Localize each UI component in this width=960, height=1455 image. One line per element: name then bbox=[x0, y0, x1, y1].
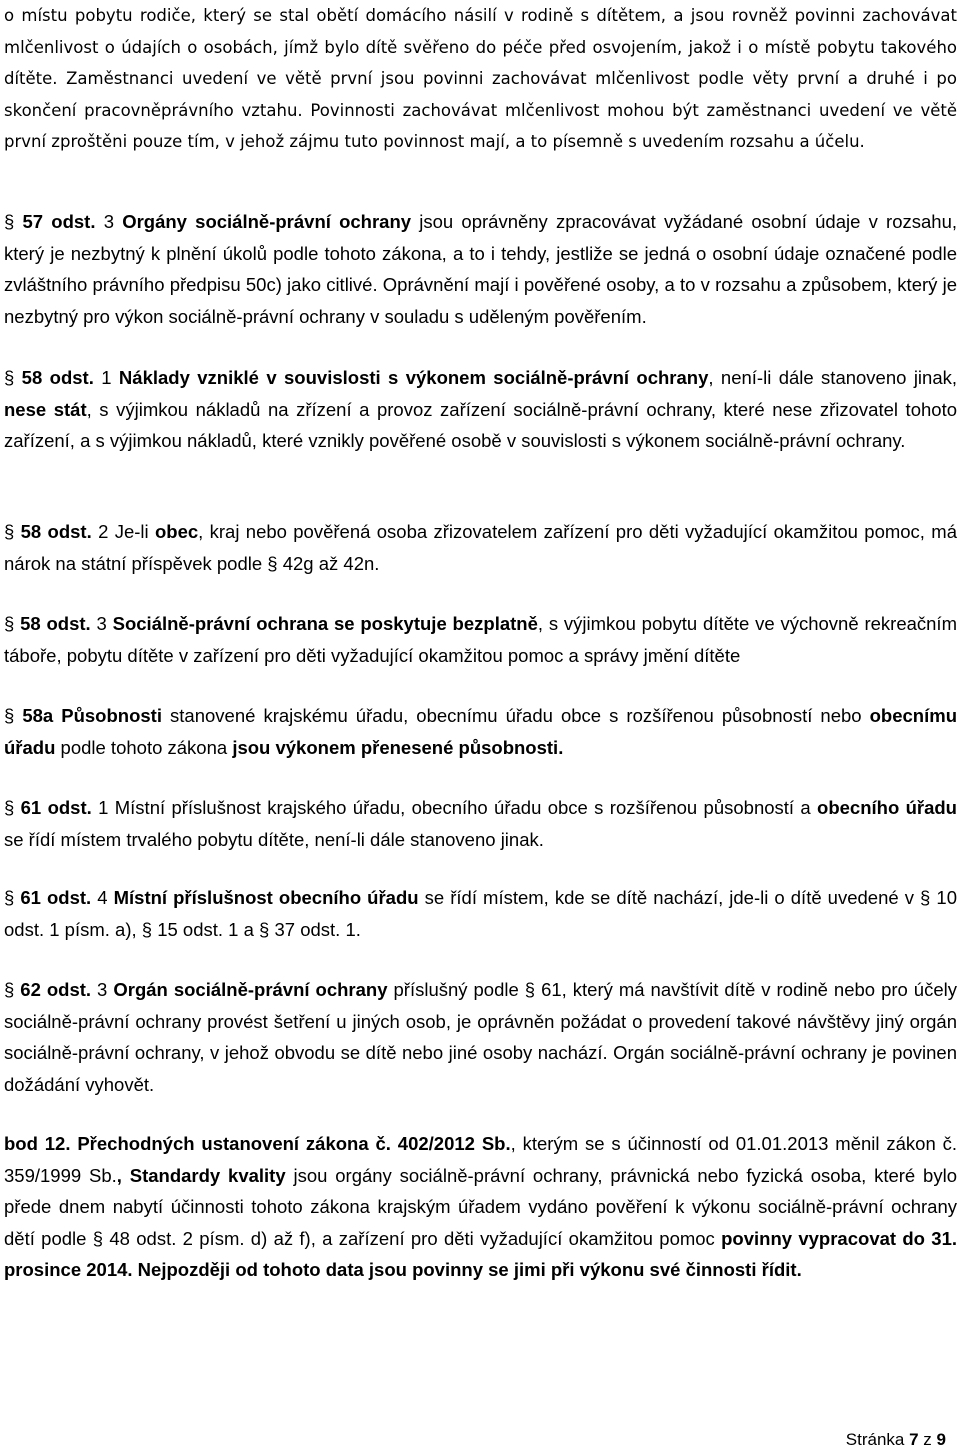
section-sign: § bbox=[92, 1227, 104, 1249]
section-reference: 58 odst. bbox=[14, 613, 91, 634]
section-sign: § bbox=[4, 521, 15, 542]
section-sign: § bbox=[4, 367, 15, 388]
section-sign: § bbox=[4, 979, 15, 1000]
paragraph-section-58a bbox=[4, 700, 957, 763]
paragraph-section-61-4 bbox=[4, 882, 957, 945]
section-number: 2 bbox=[91, 521, 109, 542]
section-number: 3 bbox=[90, 613, 107, 634]
page-number-total: 9 bbox=[936, 1430, 946, 1449]
para-text: 10 odst. 1 písm. a), bbox=[4, 887, 957, 940]
para-text: stanovené krajskému úřadu, obecnímu úřadu obce s rozšířenou působností nebo bbox=[161, 705, 870, 726]
bold-text: obecního úřadu bbox=[817, 797, 957, 818]
para-text: Povinnosti zachovávat mlčenlivost mohou být zaměstnanci uvedení ve větě první zproštěni pouze tím, v jehož zájmu tuto povinnost mají, a to písemně s uvedením rozsahu a účelu. bbox=[4, 100, 957, 151]
section-sign: § bbox=[4, 797, 15, 818]
section-number: 3 bbox=[91, 979, 108, 1000]
page-separator: z bbox=[918, 1430, 937, 1449]
bold-text: Orgány sociálně-právní ochrany bbox=[113, 211, 412, 232]
bold-text: Orgán sociálně-právní ochrany bbox=[107, 979, 388, 1000]
para-text: příslušný podle bbox=[387, 979, 525, 1000]
para-text: jsou orgány sociálně-právní ochrany, právnická nebo fyzická osoba, které bylo přede dnem nabytí účinnosti tohoto zákona krajským úřadem vydáno pověření k výkonu sociálně-právní ochrany dětí podle bbox=[4, 1164, 957, 1249]
section-sign: § bbox=[920, 887, 931, 908]
section-number: 3 bbox=[95, 211, 114, 232]
bold-text: povinny bbox=[721, 1227, 793, 1249]
bold-text: Místní příslušnost obecního úřadu bbox=[107, 887, 419, 908]
section-sign: § bbox=[141, 918, 153, 940]
para-text: , s výjimkou pobytu dítěte ve výchovně rekreačním táboře, pobytu dítěte v zařízení pro děti vyžadující okamžitou pomoc a správy jmění dítěte bbox=[4, 613, 957, 666]
paragraph-section-61-1 bbox=[4, 792, 957, 855]
section-sign: § bbox=[259, 918, 270, 940]
para-text: podle tohoto zákona bbox=[55, 736, 233, 758]
section-reference: 61 odst. bbox=[14, 887, 92, 908]
para-text: 61, který má navštívit dítě v rodině nebo pro účely sociálně-právní ochrany provést šetření u jiných osob, je oprávněn požádat o provedení takové návštěvy jiný orgán sociálně-právní ochrany, v jehož obvodu se dítě nebo jiné osoby nachází. Orgán sociálně-právní ochrany je povinen dožádání vyhovět. bbox=[4, 979, 957, 1095]
bold-text: vypracovat do 31. prosince 2014. Nejpozději od tohoto data jsou povinny se jimi při výkonu své činnosti řídit. bbox=[4, 1227, 957, 1280]
para-text: 42g až 42n. bbox=[277, 552, 380, 574]
section-reference: 57 odst. bbox=[14, 211, 96, 232]
para-text: , kraj nebo pověřená osoba zřizovatelem zařízení pro děti vyžadující okamžitou pomoc, má nárok na státní příspěvek podle bbox=[4, 521, 957, 574]
bold-text: obec bbox=[154, 521, 199, 542]
para-text: 48 odst. 2 písm. d) až f), a zařízení pro děti vyžadující okamžitou pomoc bbox=[103, 1227, 722, 1249]
para-text: Zaměstnanci uvedení ve větě první jsou povinni zachovávat mlčenlivost podle věty první a druhé i po skončení pracovněprávního vztahu. bbox=[4, 69, 957, 120]
paragraph-section-58-1 bbox=[4, 362, 957, 457]
paragraph-section-58-2 bbox=[4, 516, 957, 579]
section-sign: § bbox=[4, 211, 15, 232]
para-text: Místní příslušnost krajského úřadu, obecního úřadu obce s rozšířenou působností a bbox=[108, 797, 818, 818]
section-reference: 58 odst. bbox=[14, 521, 92, 542]
paragraph-section-57-3 bbox=[4, 206, 957, 332]
para-text: 37 odst. 1. bbox=[269, 918, 361, 940]
bold-text: 58a Působnosti bbox=[14, 705, 162, 726]
section-sign: § bbox=[4, 613, 15, 634]
bold-text: , Standardy kvality bbox=[116, 1164, 286, 1186]
para-text: o místu pobytu rodiče, který se stal obětí domácího násilí v rodině s dítětem, a jsou rovněž povinni zachovávat mlčenlivost o údajích o osobách, jímž bylo dítě svěřeno do péče před osvojením, jakož i o místě pobytu takového dítěte. bbox=[4, 6, 957, 88]
section-number: 1 bbox=[91, 797, 109, 818]
bold-text: nese stát bbox=[4, 398, 87, 420]
section-sign: § bbox=[524, 979, 536, 1000]
para-text: 15 odst. 1 a bbox=[152, 918, 260, 940]
para-text: , není-li dále stanoveno jinak, bbox=[708, 367, 958, 388]
para-text: se řídí místem, kde se dítě nachází, jde-li o dítě uvedené v bbox=[418, 887, 921, 908]
bold-text: obecnímu úřadu bbox=[4, 705, 957, 758]
section-sign: § bbox=[4, 887, 15, 908]
paragraph-transitional-provisions bbox=[4, 1128, 957, 1286]
section-number: 1 bbox=[93, 367, 112, 388]
section-number: 4 bbox=[91, 887, 108, 908]
page-number-current: 7 bbox=[909, 1430, 919, 1449]
section-reference: 58 odst. bbox=[14, 367, 94, 388]
para-text: jsou oprávněny zpracovávat vyžádané osobní údaje v rozsahu, který je nezbytný k plnění úkolů podle tohoto zákona, a to i tehdy, jestliže se jedná o osobní údaje označené podle zvláštního právního předpisu 50c) jako citlivé. Oprávnění mají i pověřené osoby, a to v rozsahu a způsobem, který je nezbytný pro výkon sociálně-právní ochrany v souladu s uděleným pověřením. bbox=[4, 211, 957, 327]
para-text: , kterým se s účinností od 01.01.2013 měnil zákon č. 359/1999 Sb. bbox=[4, 1133, 957, 1186]
para-text: Je-li bbox=[108, 521, 155, 542]
bold-text: Náklady vzniklé v souvislosti s výkonem sociálně-právní ochrany bbox=[111, 367, 709, 388]
section-reference: 62 odst. bbox=[14, 979, 92, 1000]
section-sign: § bbox=[267, 552, 278, 574]
para-text: , s výjimkou nákladů na zřízení a provoz zařízení sociálně-právní ochrany, které nese zřizovatel tohoto zařízení, a s výjimkou nákladů, které vznikly pověřené osobě v souvislosti s výkonem sociálně-právní ochrany. bbox=[4, 398, 957, 451]
section-sign: § bbox=[4, 705, 15, 726]
bold-text: bod 12. Přechodných ustanovení zákona č. 402/2012 Sb. bbox=[4, 1133, 511, 1154]
bold-text: Sociálně-právní ochrana se poskytuje bezplatně bbox=[106, 613, 538, 634]
section-reference: 61 odst. bbox=[14, 797, 92, 818]
paragraph-confidentiality bbox=[4, 0, 957, 158]
paragraph-section-62-3 bbox=[4, 974, 957, 1100]
page-footer bbox=[846, 1429, 946, 1451]
paragraph-section-58-3 bbox=[4, 608, 957, 671]
page-label: Stránka bbox=[845, 1430, 910, 1449]
bold-text: jsou výkonem přenesené působnosti. bbox=[232, 736, 564, 758]
para-text: se řídí místem trvalého pobytu dítěte, není-li dále stanoveno jinak. bbox=[4, 828, 544, 850]
